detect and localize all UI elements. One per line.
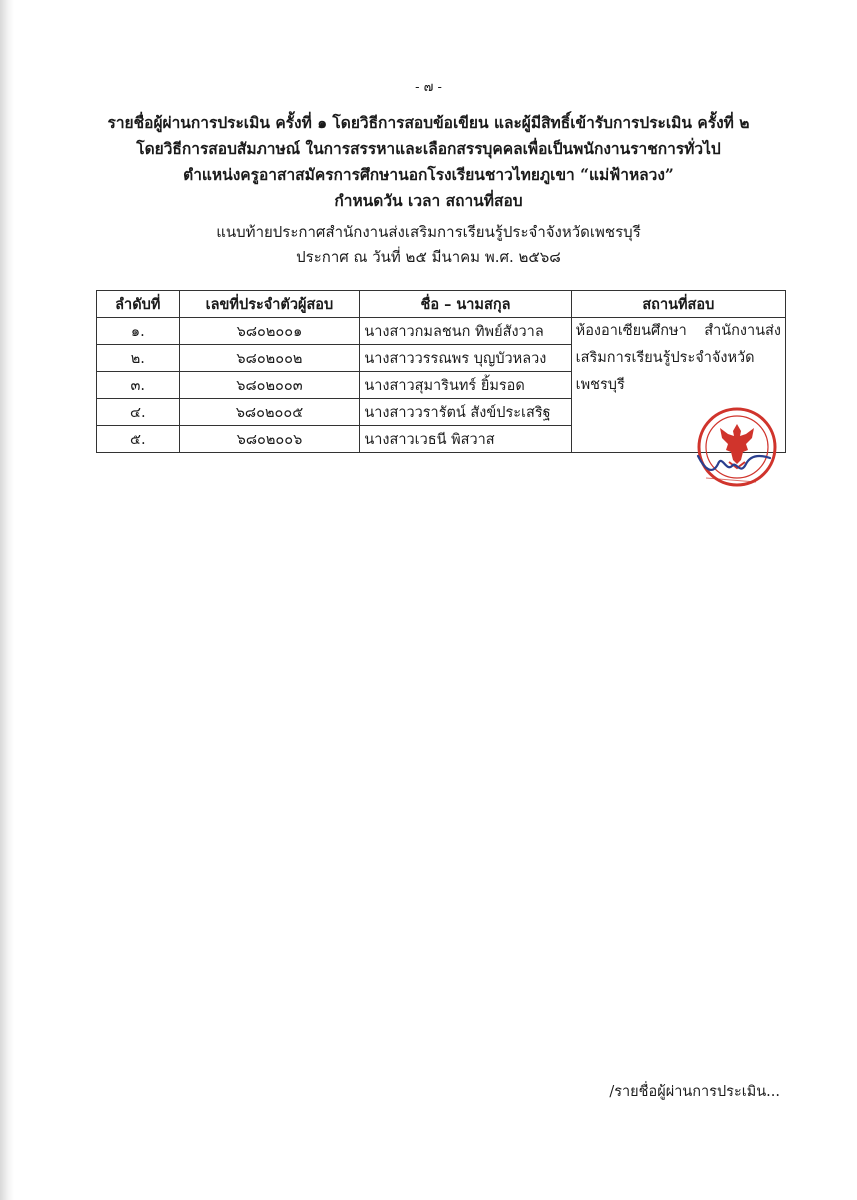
- candidate-table: [96, 290, 786, 453]
- subheading-line-1: แนบท้ายประกาศสำนักงานส่งเสริมการเรียนรู้ประจำจังหวัดเพชรบุรี: [216, 223, 641, 241]
- row-id: ๖๘๐๒๐๐๕: [179, 399, 360, 426]
- row-no: ๕.: [97, 426, 180, 453]
- page-edge-shadow: [0, 0, 14, 1200]
- heading-line-2: โดยวิธีการสอบสัมภาษณ์ ในการสรรหาและเลือกสรรบุคคลเพื่อเป็นพนักงานราชการทั่วไป: [136, 139, 721, 158]
- heading-line-4: กำหนดวัน เวลา สถานที่สอบ: [334, 191, 523, 210]
- page-number: - ๗ -: [415, 80, 442, 95]
- row-id: ๖๘๐๒๐๐๑: [179, 318, 360, 345]
- row-no: ๓.: [97, 372, 180, 399]
- exam-location: ห้องอาเซียนศึกษา สำนักงานส่งเสริมการเรียนรู้ประจำจังหวัดเพชรบุรี: [571, 318, 785, 453]
- row-id: ๖๘๐๒๐๐๒: [179, 345, 360, 372]
- header-location: สถานที่สอบ: [571, 291, 785, 318]
- table-header-row: [97, 291, 786, 318]
- heading-line-1: รายชื่อผู้ผ่านการประเมิน ครั้งที่ ๑ โดยวิธีการสอบข้อเขียน และผู้มีสิทธิ์เข้ารับการประเมิน ครั้งที่ ๒: [107, 113, 750, 132]
- garuda-seal-icon: [696, 406, 778, 488]
- row-no: ๔.: [97, 399, 180, 426]
- document-heading: [60, 110, 797, 214]
- row-name: นางสาวกมลชนก ทิพย์สังวาล: [360, 318, 571, 345]
- header-no: ลำดับที่: [97, 291, 180, 318]
- header-name: ชื่อ – นามสกุล: [360, 291, 571, 318]
- table-row: [97, 318, 786, 345]
- row-name: นางสาวเวธนี พิสวาส: [360, 426, 571, 453]
- row-name: นางสาวสุมารินทร์ ยิ้มรอด: [360, 372, 571, 399]
- row-no: ๑.: [97, 318, 180, 345]
- row-name: นางสาววรรณพร บุญบัวหลวง: [360, 345, 571, 372]
- heading-line-3: ตำแหน่งครูอาสาสมัครการศึกษานอกโรงเรียนชาวไทยภูเขา “แม่ฟ้าหลวง”: [183, 165, 674, 184]
- row-id: ๖๘๐๒๐๐๓: [179, 372, 360, 399]
- continuation-note: /รายชื่อผู้ผ่านการประเมิน...: [609, 1084, 780, 1100]
- row-no: ๒.: [97, 345, 180, 372]
- row-name: นางสาววรารัตน์ สังข์ประเสริฐ: [360, 399, 571, 426]
- row-id: ๖๘๐๒๐๐๖: [179, 426, 360, 453]
- subheading-line-2: ประกาศ ณ วันที่ ๒๕ มีนาคม พ.ศ. ๒๕๖๘: [296, 248, 561, 266]
- document-subheading: [60, 220, 797, 270]
- header-id: เลขที่ประจำตัวผู้สอบ: [179, 291, 360, 318]
